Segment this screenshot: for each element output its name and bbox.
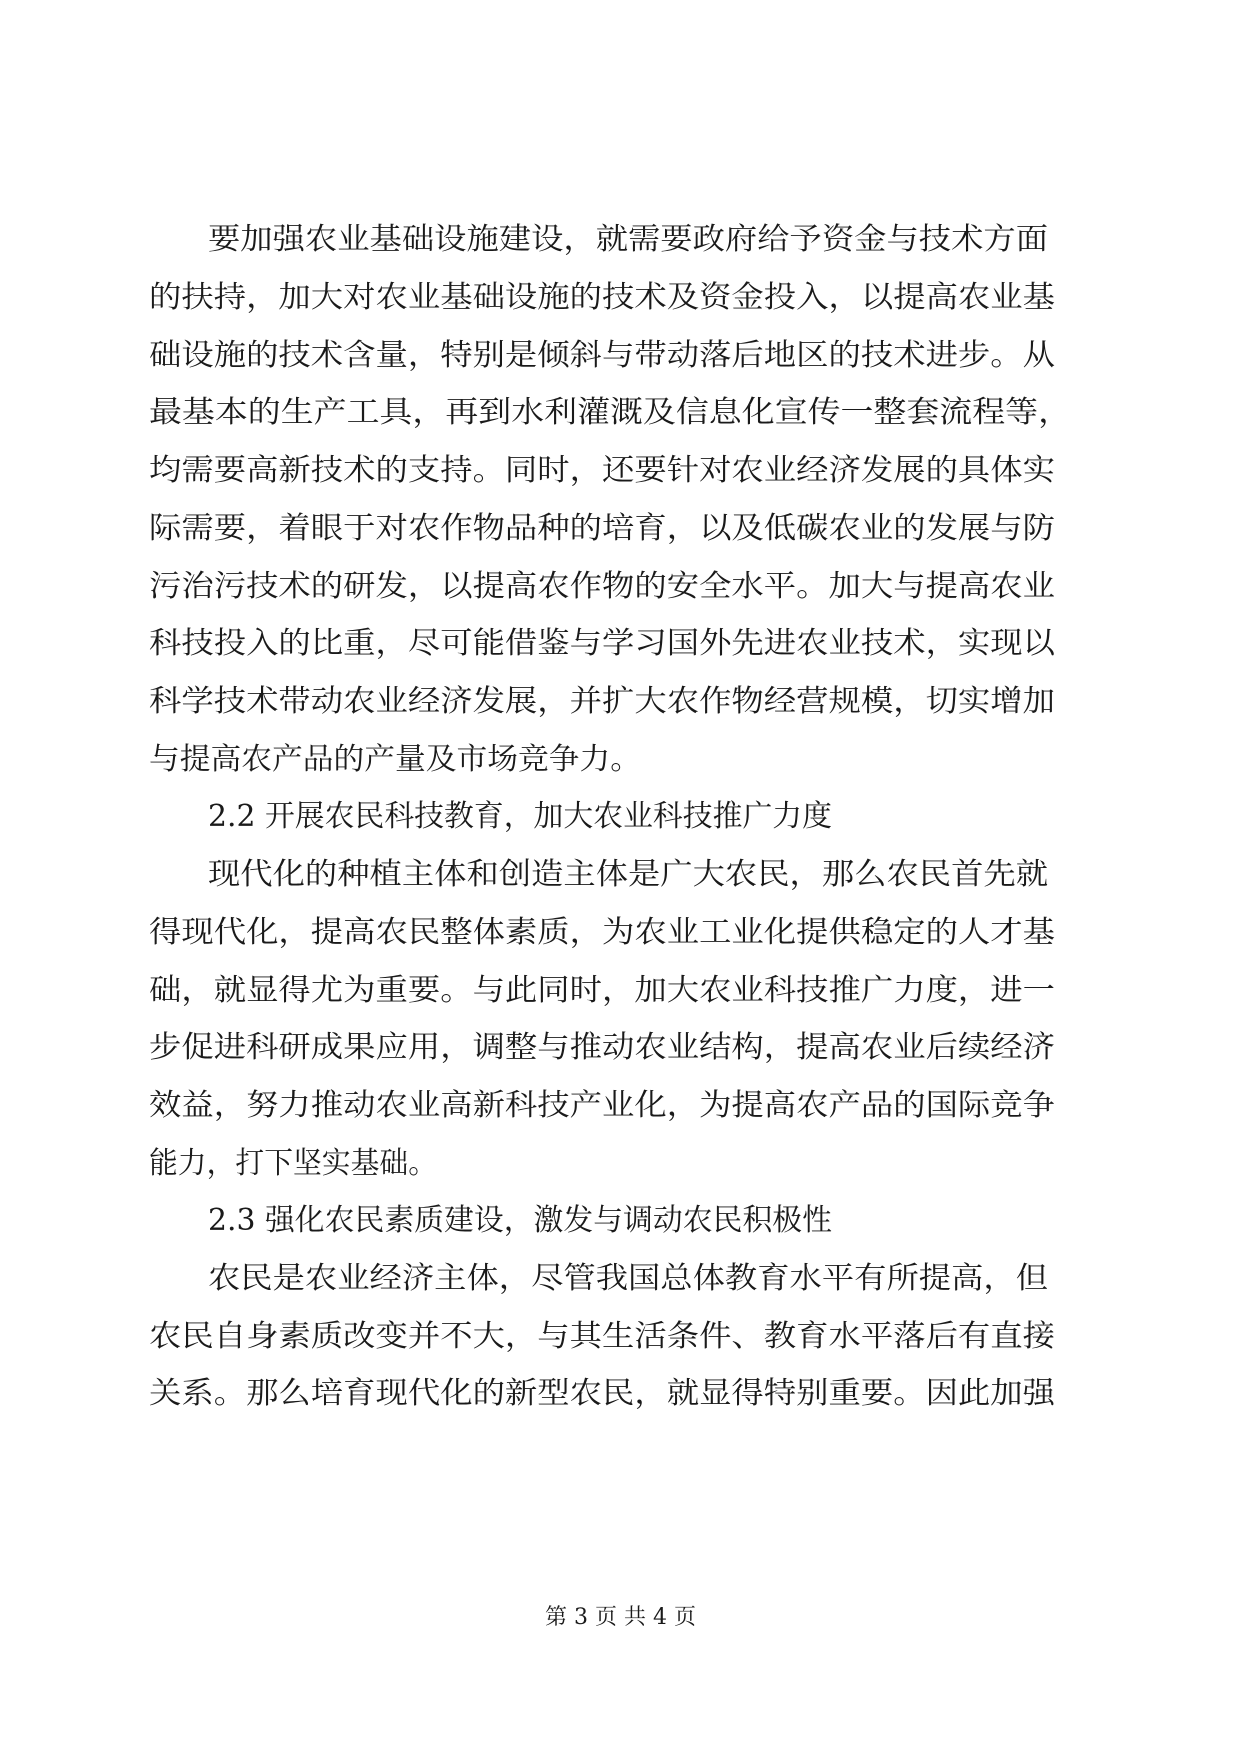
text-line-content: 最基本的生产工具，再到水利灌溉及信息化宣传一整套流程等， bbox=[149, 395, 1071, 430]
page-footer bbox=[0, 1603, 1241, 1633]
text-line bbox=[0, 740, 1241, 780]
text-line bbox=[0, 1144, 1241, 1184]
text-line bbox=[0, 278, 1241, 318]
text-line bbox=[0, 1317, 1241, 1357]
text-line-content: 与提高农产品的产量及市场竞争力。 bbox=[149, 742, 641, 777]
text-line bbox=[0, 682, 1241, 722]
text-line-content: 农民自身素质改变并不大，与其生活条件、教育水平落后有直接 bbox=[149, 1319, 1055, 1354]
section-heading-text: 2.3 强化农民素质建设，激发与调动农民积极性 bbox=[208, 1203, 832, 1238]
text-line-content: 均需要高新技术的支持。同时，还要针对农业经济发展的具体实 bbox=[149, 453, 1055, 488]
text-line-content: 能力，打下坚实基础。 bbox=[149, 1146, 437, 1181]
text-line-content: 得现代化，提高农民整体素质，为农业工业化提供稳定的人才基 bbox=[149, 915, 1055, 950]
section-heading-text: 2.2 开展农民科技教育，加大农业科技推广力度 bbox=[208, 799, 832, 834]
text-line bbox=[0, 393, 1241, 433]
text-line-content: 础设施的技术含量，特别是倾斜与带动落后地区的技术进步。从 bbox=[149, 338, 1055, 373]
text-line bbox=[0, 451, 1241, 491]
text-line bbox=[0, 336, 1241, 376]
text-line bbox=[0, 1259, 1241, 1299]
text-line-content: 效益，努力推动农业高新科技产业化，为提高农产品的国际竞争 bbox=[149, 1088, 1055, 1123]
text-line bbox=[0, 855, 1241, 895]
text-line bbox=[0, 624, 1241, 664]
text-line bbox=[0, 971, 1241, 1011]
text-line-content: 现代化的种植主体和创造主体是广大农民，那么农民首先就 bbox=[208, 857, 1048, 892]
section-heading bbox=[0, 1201, 1241, 1241]
text-line-content: 科学技术带动农业经济发展，并扩大农作物经营规模，切实增加 bbox=[149, 684, 1055, 719]
text-line bbox=[0, 509, 1241, 549]
text-line bbox=[0, 1028, 1241, 1068]
text-line bbox=[0, 1374, 1241, 1414]
text-line-content: 农民是农业经济主体，尽管我国总体教育水平有所提高，但 bbox=[208, 1261, 1048, 1296]
text-line bbox=[0, 1086, 1241, 1126]
text-line bbox=[0, 913, 1241, 953]
text-line-content: 关系。那么培育现代化的新型农民，就显得特别重要。因此加强 bbox=[149, 1376, 1055, 1411]
text-line-content: 要加强农业基础设施建设，就需要政府给予资金与技术方面 bbox=[208, 222, 1048, 257]
text-line-content: 步促进科研成果应用，调整与推动农业结构，提高农业后续经济 bbox=[149, 1030, 1055, 1065]
text-line bbox=[0, 220, 1241, 260]
text-line-content: 污治污技术的研发，以提高农作物的安全水平。加大与提高农业 bbox=[149, 569, 1055, 604]
section-heading bbox=[0, 797, 1241, 837]
text-line-content: 的扶持，加大对农业基础设施的技术及资金投入，以提高农业基 bbox=[149, 280, 1055, 315]
text-line-content: 础，就显得尤为重要。与此同时，加大农业科技推广力度，进一 bbox=[149, 973, 1055, 1008]
text-line bbox=[0, 567, 1241, 607]
text-line-content: 科技投入的比重，尽可能借鉴与学习国外先进农业技术，实现以 bbox=[149, 626, 1055, 661]
text-line-content: 际需要，着眼于对农作物品种的培育，以及低碳农业的发展与防 bbox=[149, 511, 1055, 546]
page-number-label: 第 3 页 共 4 页 bbox=[545, 1605, 696, 1630]
